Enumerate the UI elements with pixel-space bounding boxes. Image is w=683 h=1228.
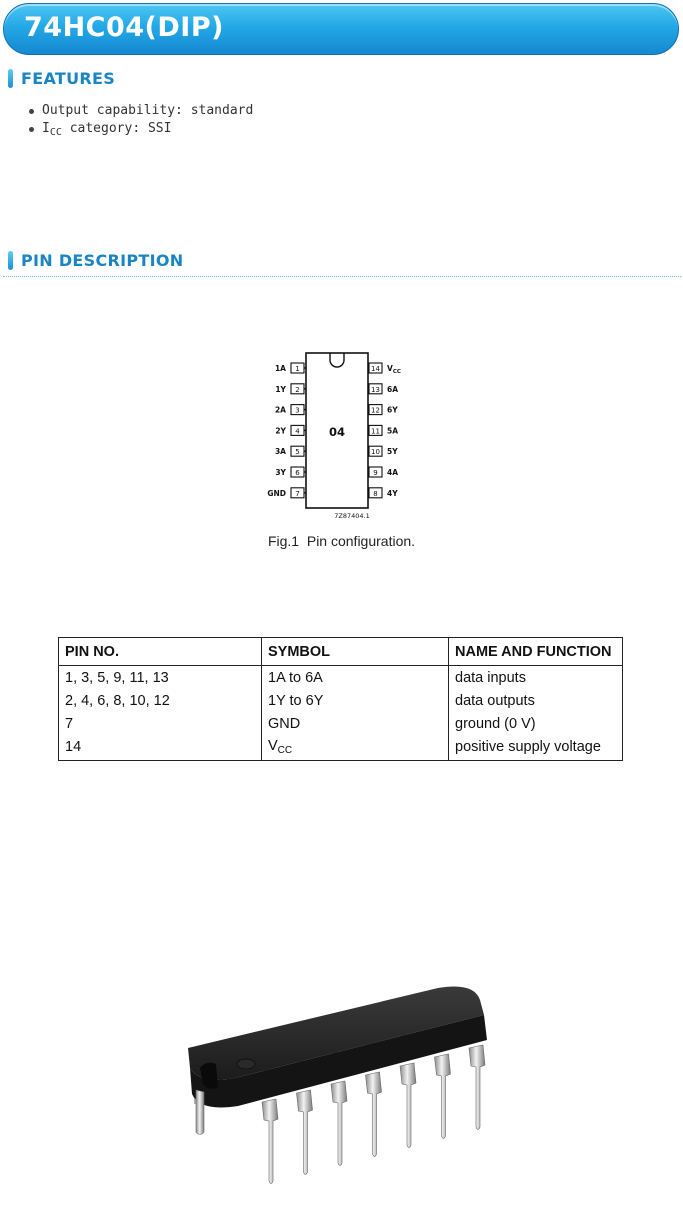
pin-name-main: 6A bbox=[387, 384, 399, 394]
chip-label: 04 bbox=[328, 425, 346, 439]
pin-number: 6 bbox=[295, 469, 300, 477]
page-title: 74HC04(DIP) bbox=[24, 12, 224, 43]
feature-text: I bbox=[42, 121, 50, 136]
pin-number: 14 bbox=[371, 365, 380, 373]
pin-name bbox=[387, 489, 398, 498]
cell-symbol bbox=[262, 712, 449, 735]
pin-name: GND bbox=[267, 488, 286, 498]
cell-symbol-text: 1Y to 6Y bbox=[268, 692, 324, 709]
end-pin-lead bbox=[196, 1090, 204, 1135]
feature-text-suffix: category: SSI bbox=[61, 121, 172, 136]
pin-number: 7 bbox=[295, 489, 300, 498]
front-pin-lead bbox=[400, 1063, 416, 1148]
front-pin-lead bbox=[435, 1054, 451, 1139]
dip-chip-photo bbox=[0, 960, 683, 1228]
pin-name: 2Y bbox=[275, 426, 286, 436]
pin-number: 8 bbox=[373, 489, 378, 498]
pin-name-subscript: CC bbox=[392, 369, 401, 375]
front-pin-lead bbox=[469, 1045, 485, 1130]
pin-name-main: 4Y bbox=[387, 488, 398, 498]
caption-fig-number: Fig.1 bbox=[267, 533, 300, 549]
front-pin-lead bbox=[297, 1090, 313, 1175]
header-pin-no: PIN NO. bbox=[59, 638, 262, 666]
front-pin-lead bbox=[331, 1081, 347, 1166]
pin-number: 9 bbox=[373, 469, 378, 477]
pin-name-main: V bbox=[387, 364, 393, 373]
pin-name: 1A bbox=[274, 364, 286, 373]
front-pin-lead bbox=[262, 1099, 278, 1184]
pin-name bbox=[387, 364, 401, 375]
header-function: NAME AND FUNCTION bbox=[449, 638, 623, 666]
cell-function: data inputs bbox=[449, 666, 623, 690]
pin-name-main: 5A bbox=[387, 426, 399, 436]
pin-name-main: 5Y bbox=[387, 447, 398, 457]
caption-text: Pin configuration. bbox=[306, 533, 416, 549]
pin-number: 3 bbox=[295, 406, 300, 415]
pin-number: 11 bbox=[371, 427, 380, 436]
pin-name-main: 6Y bbox=[387, 405, 398, 415]
pin-name bbox=[387, 385, 398, 394]
pin-number: 12 bbox=[371, 406, 380, 415]
pin-number: 13 bbox=[371, 385, 380, 394]
feature-text: Output capability: standard bbox=[42, 103, 254, 118]
cell-function: positive supply voltage bbox=[449, 735, 623, 761]
pin-name: 3A bbox=[274, 447, 286, 457]
cell-symbol-text: GND bbox=[268, 715, 301, 732]
cell-symbol bbox=[262, 666, 449, 690]
cell-pins: 2, 4, 6, 8, 10, 12 bbox=[59, 689, 262, 712]
table-row bbox=[59, 735, 623, 761]
pin-name bbox=[387, 426, 398, 435]
cell-symbol bbox=[262, 735, 449, 761]
cell-symbol-text: V bbox=[268, 737, 278, 754]
pin-name: 1Y bbox=[275, 384, 286, 394]
pin-number: 10 bbox=[371, 448, 380, 457]
pin-number: 4 bbox=[295, 427, 300, 436]
front-pin-lead bbox=[366, 1072, 382, 1157]
pin-name bbox=[387, 468, 398, 477]
cell-function: ground (0 V) bbox=[449, 712, 623, 735]
pin-description-heading-text: PIN DESCRIPTION bbox=[21, 251, 184, 270]
features-heading-text: FEATURES bbox=[21, 69, 116, 88]
table-row bbox=[59, 689, 623, 712]
header-symbol: SYMBOL bbox=[262, 638, 449, 666]
pin-name: 3Y bbox=[275, 468, 286, 477]
figure-caption bbox=[0, 533, 683, 549]
cell-symbol bbox=[262, 689, 449, 712]
cell-symbol-subscript: CC bbox=[277, 744, 293, 756]
pin1-dot bbox=[237, 1059, 255, 1069]
pin-name: 2A bbox=[274, 405, 286, 415]
cell-pins: 1, 3, 5, 9, 11, 13 bbox=[59, 666, 262, 690]
table-header-row bbox=[59, 638, 623, 666]
pin-number: 5 bbox=[295, 448, 300, 457]
pin-name bbox=[387, 406, 398, 415]
table-row bbox=[59, 666, 623, 690]
table-row bbox=[59, 712, 623, 735]
pin-table bbox=[58, 637, 623, 761]
ref-code: 7Z87404.1 bbox=[334, 512, 370, 520]
cell-symbol-text: 1A to 6A bbox=[268, 669, 323, 686]
pin-name bbox=[387, 447, 398, 456]
cell-pins: 14 bbox=[59, 735, 262, 761]
pin-number: 2 bbox=[295, 385, 300, 394]
cell-pins: 7 bbox=[59, 712, 262, 735]
pin-name-main: 4A bbox=[387, 468, 399, 477]
feature-subscript: CC bbox=[49, 127, 62, 138]
pin-number: 1 bbox=[295, 365, 300, 373]
cell-function: data outputs bbox=[449, 689, 623, 712]
